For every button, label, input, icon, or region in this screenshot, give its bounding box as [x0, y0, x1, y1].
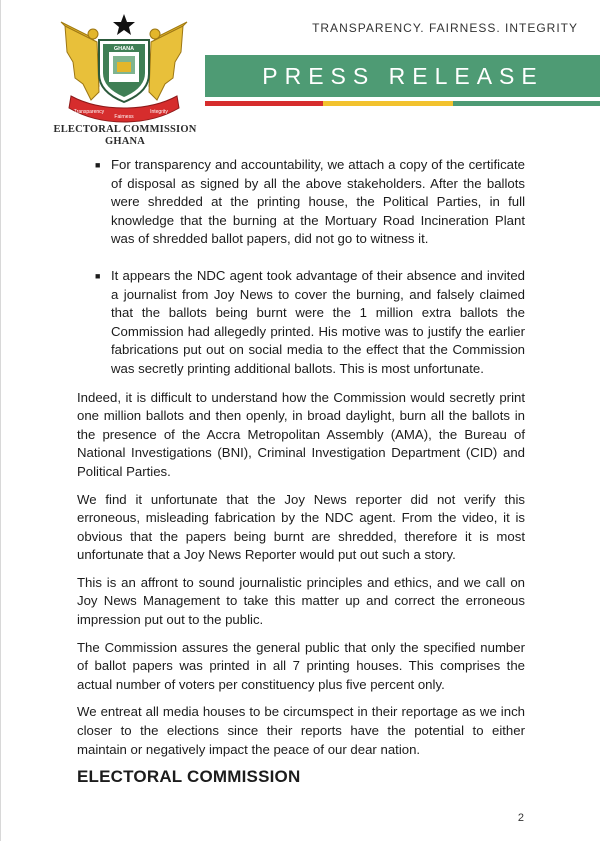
paragraph: We entreat all media houses to be circumspect in their reportage as we inch closer to the elections since their reports have the potential to either maintain or negatively impact the peace of our dear nation. — [77, 704, 525, 757]
bullet-text: For transparency and accountability, we attach a copy of the certificate of disposal as signed by all the above stakeholders. After the ballots were shredded at the printing house, the Political Parties, in full knowledge that the burning at the Mortuary Road Incineration Plant was of shredded ballot papers, did not go to witness it. — [111, 157, 525, 247]
ghana-coat-of-arms-logo — [53, 12, 195, 124]
crest-ribbon-mid: Fairness — [114, 114, 134, 120]
organization-name-line2: GHANA — [104, 136, 146, 147]
paragraph: This is an affront to sound journalistic principles and ethics, and we call on Joy News Management to take this matter up and correct the erroneous impression put out to the public. — [77, 574, 525, 628]
bullet-text: It appears the NDC agent took advantage of their absence and invited a journalist from Joy News to cover the burning, and falsely claimed that the ballots being burnt were the 1 million extra ballots the Commission had allegedly printed. His motive was to justify the earlier fabrications put out on social media to the effect that the Commission was secretly printing additional ballots. This is most unfortunate. — [111, 267, 525, 376]
bullet-item — [77, 267, 525, 379]
press-release-banner — [205, 55, 600, 97]
press-release-body — [77, 156, 525, 787]
paragraph: We find it unfortunate that the Joy News reporter did not verify this erroneous, misleading fabrication by the NDC agent. From the video, it is obvious that the papers being burnt are shredded, therefore it is most unfortunate that a Joy News Reporter would put out such a story. — [77, 491, 525, 563]
tagline: TRANSPARENCY. FAIRNESS. INTEGRITY — [312, 21, 578, 35]
paragraph: Indeed, it is difficult to understand how the Commission would secretly print one million ballots and then openly, in broad daylight, burn all the ballots in the presence of the Accra Metropolitan Assembly (AMA), the Bureau of National Investigations (BNI), Criminal Investigation Department (CID) and Political Parties. — [77, 389, 525, 479]
stripe-red — [205, 101, 323, 106]
crest-ribbon-left: Transparency — [73, 109, 105, 115]
signoff: ELECTORAL COMMISSION — [77, 767, 301, 787]
organization-name — [41, 124, 209, 148]
stripe-yellow — [323, 101, 453, 106]
page-number: 2 — [517, 812, 524, 824]
bullet-item — [77, 156, 525, 249]
stripe-green — [453, 101, 600, 106]
crest-shield-text: GHANA — [113, 46, 135, 52]
bullet-square-icon: ■ — [95, 160, 101, 170]
organization-name-line1: ELECTORAL COMMISSION — [53, 124, 197, 135]
bullet-square-icon: ■ — [95, 270, 101, 281]
paragraph: The Commission assures the general public that only the specified number of ballot papers was printed in all 7 printing houses. This comprises the actual number of voters per constituency plus five percent only. — [77, 639, 525, 692]
press-release-title: PRESS RELEASE — [262, 62, 544, 89]
crest-ribbon-right: Integrity — [150, 109, 168, 115]
